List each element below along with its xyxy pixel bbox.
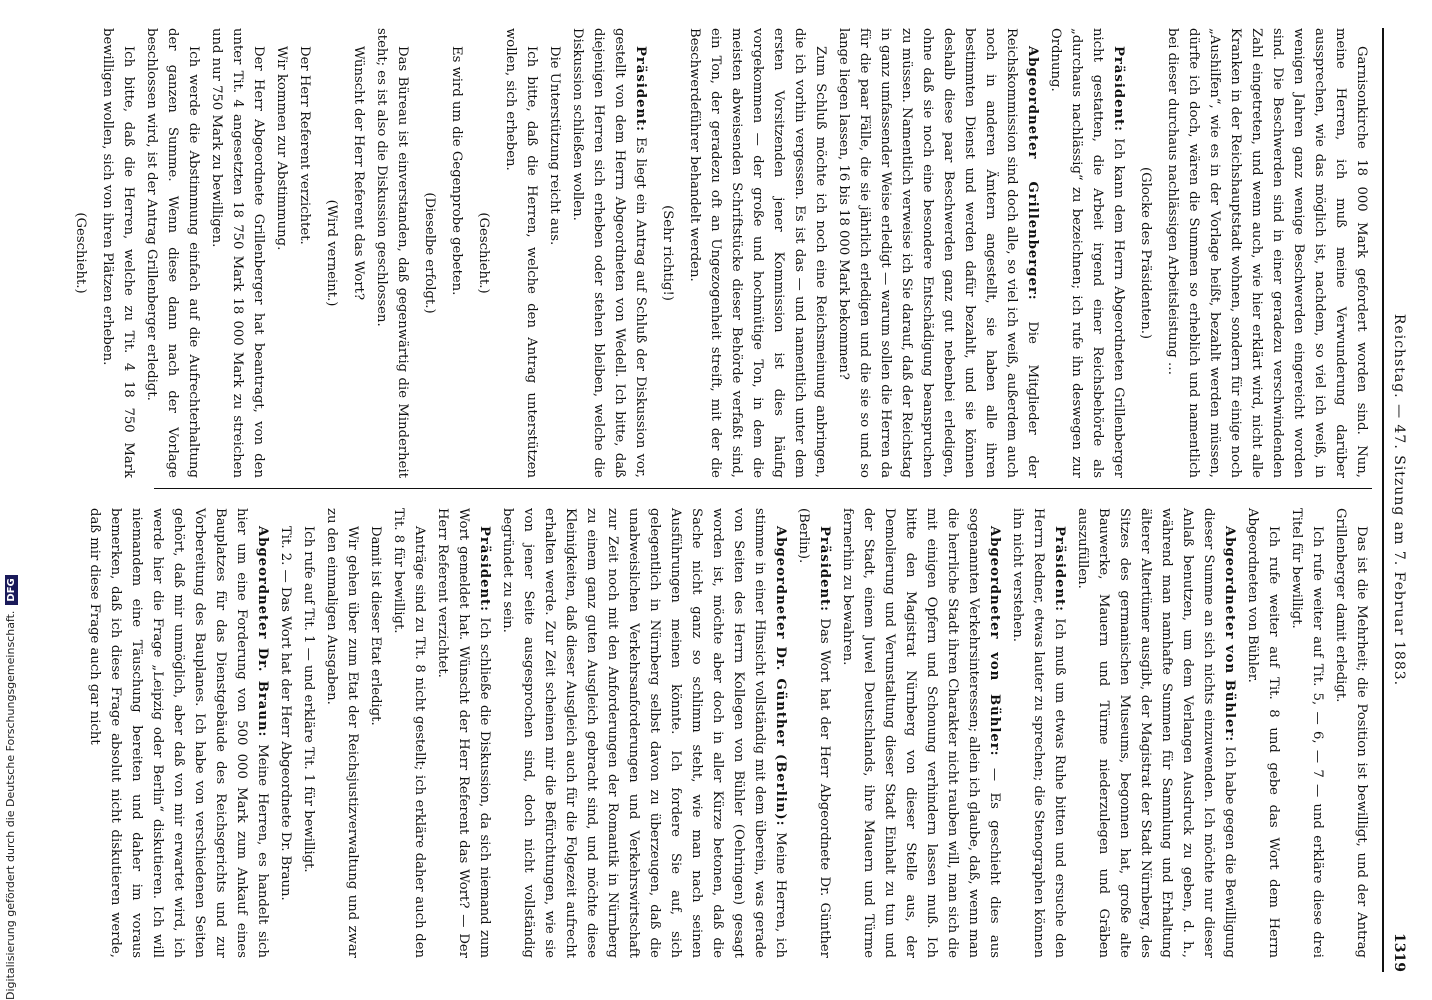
paragraph-text: Ich rufe weiter auf Tit. 8 und gebe das Wort dem Herrn Abgeordneten von Bühler. xyxy=(1245,508,1281,958)
paragraph xyxy=(348,28,369,478)
paragraph-text: Wir kommen zur Abstimmung. xyxy=(274,46,289,251)
speaker-name: Präsident: xyxy=(633,46,648,133)
stage-direction xyxy=(321,28,342,478)
paragraph-text: Der Herr Abgeordnete Grillenberger hat beantragt, von den unter Tit. 4 angesetzten 18 750 Mark 18 000 Mark zu streichen und nur 750 Mark zu bewilligen. xyxy=(209,28,266,478)
paragraph xyxy=(432,508,495,958)
paragraph-text: Wir gehen über zum Etat der Reichsjustizverwaltung und zwar zu den einmaligen Ausgaben. xyxy=(324,508,360,958)
paragraph-text: Ich schließe die Diskussion, da sich niemand zum Wort gemeldet hat. Wünscht der Herr Referent das Wort? — Der Herr Referent verzichtet. xyxy=(435,508,492,958)
page-header xyxy=(1382,28,1410,972)
paragraph xyxy=(321,508,363,958)
paragraph-text: Ich habe gegen die Bewilligung dieser Summe an sich nichts einzuwenden. Ich möchte nur dieser Anlaß benutzen, um dem Verlangen Ausdruck zu geben, d. h., während man namhafte Summen für Sammlung und Erhaltung älterer Altertümer ausgibt, der Magistrat der Stadt Nürnberg, des Sitzes des germanischen Museums, begonnen hat, große alte Bauwerke, Mauern und Türme niederzulegen und Gräben auszufüllen. xyxy=(1075,508,1237,958)
paragraph-text: Es liegt ein Antrag auf Schluß der Diskussion vor, gestellt von dem Herrn Abgeordneten von Wedell. Ich bitte, daß diejenigen Herren sich erheben oder stehen bleiben, welche die Diskussion schließen wollen. xyxy=(570,28,648,479)
paragraph-text: Die Mitglieder der Reichskommission sind doch alle, so viel ich weiß, außerdem auch noch in anderen Ämtern angestellt, sie haben alle ihren bestimmten Dienst und werden dafür bezahlt, und sie können deshalb diese paar Beschwerden ganz gut nebenbei erledigen, ohne daß sie noch eine besondere Entschädigung beanspruchen zu müssen. Namentlich verweise ich Sie darauf, daß der Reichstag in ganz umfassender Weise erledigt — warum sollen die Herren da für die paar Fälle, die sie jährlich erledigen und die sie so und so lange liegen lassen, 16 bis 18 000 Mark bekommen? xyxy=(836,28,1040,478)
paragraph xyxy=(837,508,1005,958)
paragraph xyxy=(1242,508,1284,958)
stage-direction xyxy=(419,28,440,478)
paragraph xyxy=(446,28,467,478)
paragraph-text: (Geschieht.) xyxy=(73,212,88,294)
paragraph-text: Das Wort hat der Herr Abgeordnete Dr. Günther (Berlin). xyxy=(796,508,832,958)
paragraph-text: Tit. 2. — Das Wort hat der Herr Abgeordnete Dr. Braun. xyxy=(278,526,293,901)
paragraph-text: Das Büreau ist einverstanden, daß gegenwärtig die Minderheit steht; es ist also die Diskussion geschlossen. xyxy=(374,28,410,478)
paragraph-text: Es wird um die Gegenprobe gebeten. xyxy=(449,46,464,296)
speaker-name: Präsident: xyxy=(817,526,832,613)
paragraph-text: Ich kann dem Herrn Abgeordneten Grillenberger nicht gestatten, die Arbeit irgend einer Reichsbehörde als „durchaus nachlässig“ zu bezeichnen; ich rufe ihn deswegen zur Ordnung. xyxy=(1048,28,1126,478)
paragraph-text: Wünscht der Herr Referent das Wort? xyxy=(351,46,366,301)
paragraph-text: Ich muß um etwas Ruhe bitten und ersuche den Herrn Redner, etwas lauter zu sprechen; die Stenographen können ihn nicht verstehen. xyxy=(1010,508,1067,958)
paragraph-text: Anträge sind zu Tit. 8 nicht gestellt; ich erkläre daher auch den Tit. 8 für bewilligt. xyxy=(391,508,427,958)
paragraph xyxy=(1162,28,1372,478)
paragraph xyxy=(206,28,269,478)
paragraph-text: Ich rufe weiter auf Tit. 5, — 6, — 7 — und erkläre diese drei Titel für bewilligt. xyxy=(1289,508,1325,958)
paragraph-text: Garnisonkirche 18 000 Mark gefordert worden sind. Nun, meine Herren, ich muß meine Verwunderung darüber aussprechen, wie das möglich ist, nachdem, so viel ich weiß, in wenigen Jahren ganz wenige Beschwerden eingereicht worden sind. Die Beschwerden sind in einer geradezu verschwindenden Zahl eingetreten, und wenn auch, wie hier erklärt wird, nicht alle Kranken in der Reichshauptstadt wohnen, sondern für einige noch „Aushilfen“, wie es in der Vorlage heißt, bezahlt werden müssen, dürfte ich doch, wären die Summen so erheblich und namentlich bei dieser durchaus nachlässigen Arbeitsleistung … xyxy=(1165,28,1369,478)
paragraph-text: Meine Herren, es handelt sich hier um eine Forderung von 500 000 Mark zum Ankauf eines Bauplatzes für das Dienstgebäude des Reichsgerichts und zur Vorbereitung des Bauplanes. Ich habe von verschiedenen Seiten gehört, daß mir unmöglich, aber daß von mir erwartet wird, ich werde hier die Frage „Leipzig oder Berlin“ diskutieren. Ich will niemandem eine Täuschung bereiten und daher im voraus bemerken, daß ich diese Frage absolut nicht diskutieren werde, daß mir diese Frage auch gar nicht xyxy=(87,508,270,958)
speaker-name: Abgeordneter Dr. Braun: xyxy=(255,526,270,738)
document-page xyxy=(73,0,1420,1000)
paragraph xyxy=(271,28,292,478)
paragraph-text: Meine Herren, ich stimme in einer Hinsicht vollständig mit dem überein, was gerade von Seiten des Herrn Kollegen von Bühler (Oehringen) gesagt worden ist, möchte aber doch in aller Kürze betonen, daß die Sache nicht ganz so schlimm steht, wie man nach seinen Ausführungen meinen könnte. Ich fordere Sie auf, sich gelegentlich in Nürnberg selbst davon zu überzeugen, daß die unabweislichen Verkehrsanforderungen und Verkehrswirtschaft zur Zeit noch mit den Anforderungen der Romantik in Nürnberg zu einem ganz guten Ausgleich gebracht sind, und möchte diese Kleinigkeiten, daß dieser Ausgleich auch für die Folgezeit aufrecht erhalten werde. Zur Zeit scheinen mir die Befürchtungen, wie sie von jener Seite ausgesprochen sind, doch nicht vollständig begründet zu sein. xyxy=(500,508,788,958)
digitization-credit xyxy=(2,0,20,1000)
paragraph xyxy=(833,28,1043,478)
paragraph xyxy=(388,508,430,958)
paragraph-text: Damit ist dieser Etat erledigt. xyxy=(368,526,383,726)
paragraph xyxy=(793,508,835,958)
paragraph-text: Ich bitte, daß die Herren, welche zu Tit. 4 18 750 Mark bewilligen wollen, sich von ihren Plätzen erheben. xyxy=(100,28,136,478)
speaker-name: Abgeordneter Dr. Günther (Berlin): xyxy=(773,526,788,827)
page-title: Reichstag. — 47. Sitzung am 7. Februar 1883. xyxy=(1391,313,1407,687)
paragraph-text: (Glocke des Präsidenten.) xyxy=(1138,166,1153,340)
stage-direction xyxy=(1135,28,1156,478)
stage-direction xyxy=(473,28,494,478)
paragraph xyxy=(365,508,386,958)
paragraph-text: (Sehr richtig!) xyxy=(660,205,675,301)
paragraph-text: Ich rufe auf Tit. 1 — und erkläre Tit. 1 für bewilligt. xyxy=(301,526,316,873)
speaker-name: Abgeordneter von Bühler: xyxy=(1222,526,1237,743)
speaker-name: Abgeordneter Grillenberger: xyxy=(1025,46,1040,301)
paragraph xyxy=(275,508,296,958)
paragraph xyxy=(371,28,413,478)
paragraph xyxy=(298,508,319,958)
paragraph xyxy=(544,28,565,478)
paragraph xyxy=(141,28,204,478)
paragraph-text: Ich werde die Abstimmung einfach auf die Aufrechterhaltung der ganzen Summe. Wenn diese dann nach der Vorlage beschlossen wird, ist der Antrag Grillenberger erledigt. xyxy=(144,28,201,478)
dfg-logo: DFG xyxy=(5,575,18,604)
paragraph-text: (Wird verneint.) xyxy=(324,199,339,307)
paragraph xyxy=(294,28,315,478)
paragraph xyxy=(1045,28,1129,478)
paragraph xyxy=(1330,508,1372,958)
paragraph xyxy=(97,28,139,478)
left-column xyxy=(73,28,1372,479)
paragraph xyxy=(500,28,542,478)
speaker-name: Präsident: xyxy=(1052,526,1067,613)
speaker-name: Abgeordneter von Bühler: xyxy=(987,526,1002,757)
paragraph-text: (Dieselbe erfolgt.) xyxy=(422,192,437,314)
paragraph-text: Zum Schluß möchte ich noch eine Reichsmeinung anbringen, die ich vorhin vergessen. Es ist das — und namentlich unter dem ersten Vorsitzenden jener Kommission ist dies häufig vorgekommen — der große und hochmütige Ton, in dem die meisten abweisenden Schriftstücke dieser Behörde verfaßt sind, ein Ton, der geradezu oft an Ungezogenheit streift, mit der die Beschwerdeführer behandelt werden. xyxy=(687,28,828,478)
stage-direction xyxy=(657,28,678,478)
page-number: 1319 xyxy=(1391,933,1407,972)
paragraph xyxy=(1007,508,1070,958)
speaker-name: Präsident: xyxy=(477,526,492,613)
paragraph xyxy=(1072,508,1240,958)
paragraph-text: Ich bitte, daß die Herren, welche den Antrag unterstützen wollen, sich erheben. xyxy=(503,28,539,478)
stage-direction xyxy=(70,28,91,478)
credit-text: Digitalisierung gefördert durch die Deutsche Forschungsgemeinschaft. xyxy=(4,610,17,1000)
paragraph-text: Der Herr Referent verzichtet. xyxy=(297,46,312,245)
paragraph xyxy=(684,28,831,478)
paragraph-text: Die Unterstützung reicht aus. xyxy=(547,46,562,246)
paragraph xyxy=(497,508,791,958)
paragraph-text: Das ist die Mehrheit; die Position ist bewilligt, und der Antrag Grillenberger damit erledigt. xyxy=(1333,508,1369,958)
paragraph xyxy=(1286,508,1328,958)
paragraph xyxy=(567,28,651,478)
paragraph-text: — Es geschieht dies aus sogenannten Verkehrsinteressen; allein ich glaube, daß, wenn man die herrliche Stadt ihren Charakter nicht rauben will, man sich die mit einigen Opfern und Schonung verhindern lassen muß. Ich bitte den Magistrat Nürnberg von dieser Stelle aus, der Demolierung und Verunstaltung dieser Stadt Einhalt zu tun und der Stadt, einem Juwel Deutschlands, ihre Mauern und Türme fernerhin zu bewahren. xyxy=(840,508,1002,958)
speaker-name: Präsident: xyxy=(1111,46,1126,133)
column-divider xyxy=(154,488,1372,489)
paragraph-text: (Geschieht.) xyxy=(476,212,491,294)
paragraph xyxy=(84,508,273,958)
right-column xyxy=(87,508,1372,958)
